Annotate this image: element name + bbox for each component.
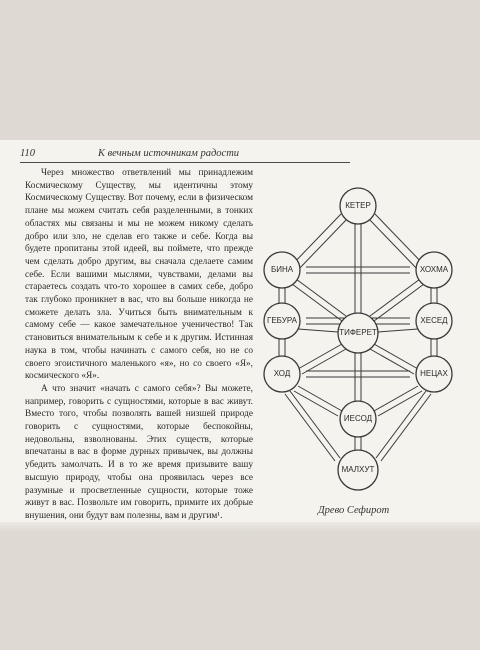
sephira-label: БИНА [270,265,294,275]
sephira-label: КЕТЕР [345,201,371,211]
sephira-label: ИЕСОД [343,414,373,424]
sephira-bina [264,252,300,288]
sephira-netzah [416,356,452,392]
paragraph: А что значит «начать с самого себя»? Вы можете, например, говорить с сущностями, которые в вас живут. Вместо того, чтобы позволять вашей низшей природе говорить с сущностями, которые беспокойны, недовольны, взволнованы. Этих существ, которые впечатаны в вас в форме дурных привычек, вы должны убедить замолчать. И в то же время призывите вашу высшую природу, чтобы она проявилась через все разумные и просветленные сущности, которые тоже живут в вас. Позвольте им говорить, примите их добрые внушения, они будут вам полезны, вам и другим¹. [25,383,253,521]
sephira-label: ХОД [273,369,291,379]
tree-of-life-diagram [258,186,468,502]
header-rule [20,162,350,163]
sephira-label: МАЛХУТ [341,465,375,475]
sephira-malkhut [338,450,378,490]
sephira-label: ГЕБУРА [267,316,297,326]
sephira-label: ХЕСЕД [420,316,448,326]
paragraph: Через множество ответвлений мы принадлежим Космическому Существу, мы идентичны этому Космическому Существу. Вот почему, если в физическом плане мы можем считать себя разделенными, в тонких областях мы связаны и мы не можем никому сделать добро или зло, не сделав его также и себе. Когда вы будете пропитаны этой идеей, вы поймете, что прежде чем сделать добро другим, вы сначала сделаете самим себе. Если вашими мыслями, чувствами, делами вы стараетесь создать что-то хорошее в самих себе, добро так глубоко проникнет в вас, что вы больше никогда не сможете делать зла. Учиться быть внимательным к самому себе — какое замечательное ученичество! Так становиться внимательным к себе и к другим. Истинная наука в том, чтобы начинать с самого себя, но не со своего эгоистичного маленького «я», но со своего «Я», космического «Я». [25,168,253,382]
sephira-hod [264,356,300,392]
page-number: 110 [20,148,35,159]
sephira-hochma [416,252,452,288]
sephira-label: ХОХМА [419,265,449,275]
book-page [0,140,480,522]
sephira-tiferet [338,313,378,353]
page-edge [0,522,480,532]
sephira-gevura [264,303,300,339]
sephira-hesed [416,303,452,339]
sephira-keter [340,188,376,224]
sephira-label: НЕЦАХ [420,369,448,379]
sephira-yesod [340,401,376,437]
sephira-label: ТИФЕРЕТ [339,328,377,338]
figure-caption: Древо Сефирот [318,505,390,516]
body-text [25,167,253,523]
running-head: К вечным источникам радости [98,148,240,159]
